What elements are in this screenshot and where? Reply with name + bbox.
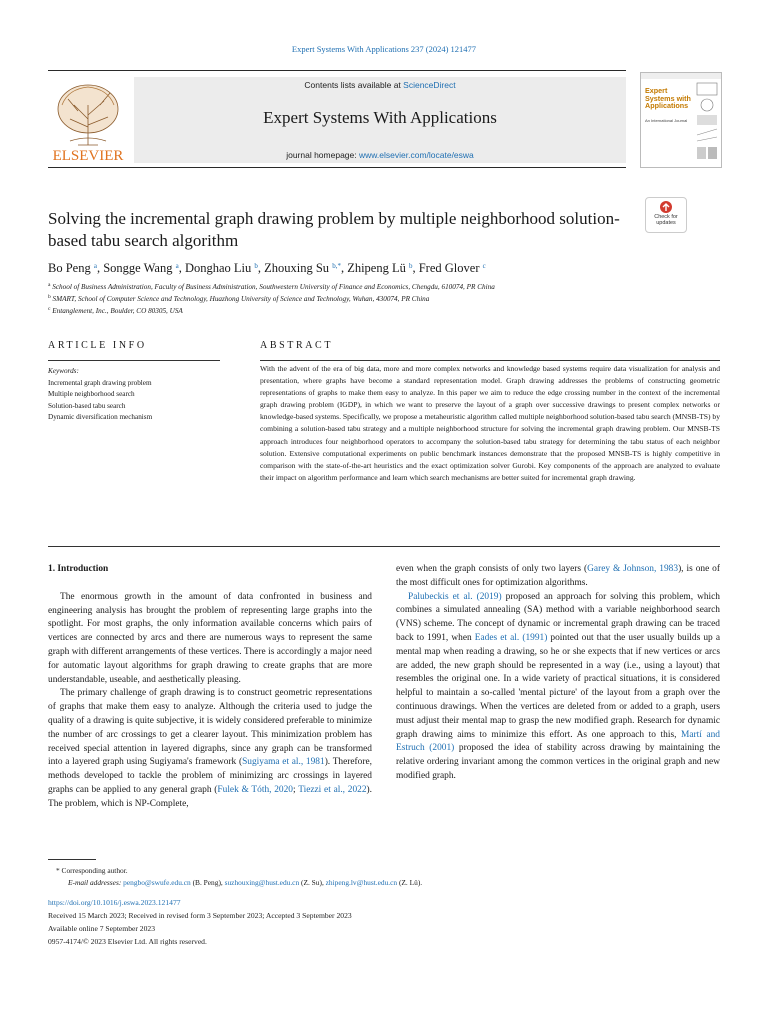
paragraph-text: even when the graph consists of only two layers ( [396, 564, 588, 574]
body-paragraph [48, 687, 372, 811]
corresponding-author-note: * Corresponding author. [56, 866, 128, 875]
email-owner: (B. Peng), [190, 878, 225, 887]
affiliation [48, 294, 728, 303]
elsevier-wordmark: ELSEVIER [52, 148, 124, 163]
author-name[interactable]: Zhipeng Lü [347, 261, 406, 275]
citation-link[interactable]: Martí and Estruch (2001) [396, 729, 720, 754]
paragraph-text: proposed an approach for solving this problem, which combines a simulated annealing (SA) method with a variable neighborhood search (VNS) scheme. The concept of dynamic or incremental graph drawing can be traced back to 1991, when [396, 591, 720, 643]
body-paragraph [396, 591, 720, 784]
cover-graphic-icon [695, 81, 719, 163]
citation-link[interactable]: Fulek & Tóth, 2020 [217, 784, 293, 795]
journal-name: Expert Systems With Applications [263, 108, 497, 127]
divider [260, 360, 720, 361]
email-owner: (Z. Su), [299, 878, 326, 887]
homepage-link[interactable]: www.elsevier.com/locate/eswa [358, 150, 474, 160]
check-for-updates-button[interactable] [645, 197, 687, 233]
citation-link[interactable]: Garey & Johnson, 1983 [587, 564, 679, 574]
divider [48, 546, 720, 547]
body-column-left [48, 563, 372, 812]
corresponding-text: Corresponding author. [61, 866, 128, 875]
body-paragraph: The enormous growth in the amount of data confronted in business and engineering analysis has brought the problem of representing large graphs into the spotlight. For most graphs, the only information available concerns which pairs of vertices are connected by arcs and there are numerous ways to represent the same graph with different arrangements of these vertices. There is accordingly a major need for automatic layout algorithms for graph drawing to create graphs that are more understandable, useable, and aesthetically pleasing. [48, 591, 372, 685]
email-label: E-mail addresses: [68, 878, 122, 887]
paragraph-text: ). The problem, which is NP-Complete, [48, 784, 372, 809]
article-info-heading: ARTICLE INFO [48, 340, 147, 351]
elsevier-logo[interactable] [48, 75, 128, 163]
affiliation [48, 282, 728, 291]
homepage-prefix: journal homepage: [286, 150, 359, 160]
affiliation-mark: b [48, 294, 51, 300]
homepage-line [134, 150, 626, 160]
tree-icon [58, 85, 118, 145]
abstract-heading: ABSTRACT [260, 340, 334, 351]
author-name[interactable]: Donghao Liu [184, 261, 252, 275]
available-online: Available online 7 September 2023 [48, 924, 155, 933]
keywords-block [48, 366, 248, 424]
author-affiliation-mark[interactable]: b [254, 262, 258, 270]
author-name[interactable]: Fred Glover [418, 261, 480, 275]
affiliation-mark: c [48, 306, 51, 312]
author-affiliation-mark[interactable]: b [408, 262, 413, 270]
doi-link[interactable]: https://doi.org/10.1016/j.eswa.2023.121477 [48, 898, 181, 907]
email-link[interactable]: suzhouxing@hust.edu.cn [224, 878, 300, 887]
email-link[interactable]: zhipeng.lv@hust.edu.cn [325, 878, 398, 887]
paragraph-text: pointed out that the user usually builds up a mental map when reading a drawing, so he or she expects that if new vertices or arcs are added, the new graph should be represented in a way (i.e., using a layout) that resembles the original one. In a wide variety of practical situations, it is considered helpful to maintain a so-called 'mental picture' of the layout from a graph over the continuous drawings. When the vertices are deleted from or added to a graph, users must adjust their mental map to grasp the new modified graph. Research for dynamic graph drawing aims to minimize this effort. As one approach to this, [396, 632, 720, 740]
cover-subtitle: An International Journal [645, 118, 688, 123]
received-dates: Received 15 March 2023; Received in revised form 3 September 2023; Accepted 3 September 2023 [48, 911, 352, 920]
author-affiliation-mark[interactable]: a [93, 262, 97, 270]
paragraph-text: proposed the idea of stability across drawing by maintaining the relative ordering invariant among the common vertices in the original graph and new modified graph. [396, 743, 720, 781]
author-affiliation-mark[interactable]: b,* [332, 262, 341, 270]
author-name[interactable]: Zhouxing Su [264, 261, 330, 275]
check-updates-icon [658, 200, 674, 214]
keyword-item: Incremental graph drawing problem [48, 378, 152, 387]
contents-prefix: Contents lists available at [304, 80, 404, 90]
citation-link[interactable]: Sugiyama et al., 1981 [242, 757, 325, 768]
author-list: Bo Peng $^a$, Songge Wang $^a$, Donghao Liu $^b$, Zhouxing Su $^{b,*}$, Zhipeng Lü $^b$, Fred Glover $^c$ [48, 261, 486, 275]
citation-link[interactable]: Palubeckis et al. (2019) [408, 591, 502, 602]
cover-title: Expert Systems with Applications [645, 86, 691, 111]
email-link[interactable]: pengbo@swufe.edu.cn [123, 878, 191, 887]
paragraph-text: ). Therefore, methods developed to tackle the problem of minimizing arc crossings in layered graphs can be applied to any general graph ( [48, 757, 372, 795]
author-affiliation-mark[interactable]: a [175, 262, 179, 270]
body-paragraph [396, 563, 720, 591]
email-addresses [68, 878, 422, 887]
abstract-text: With the advent of the era of big data, more and more complex networks and knowledge based systems require data visualization for analysis and presentation, where graphs have become a standard representation model. Graph drawing addresses the problems of constructing geometric representations of graphs to make them easy to analyze. In this paper we aim to reduce the edge crossing number in the context of the incremental graph drawing problem (IGDP), in which we want to preserve the layout of a graph over successive drawings to present complex networks or knowledge-based systems. Specifically, we propose a metaheuristic algorithm called multiple neighborhood solution-based tabu search (MNSB-TS) by combining a solution-based tabu strategy and a multiple neighborhood structure for solving the incremental graph drawing problem. Our MNSB-TS approach introduces four neighborhood operators to accompany the solution-based tabu strategy for determining the tabu status of each neighbor solution. Extensive computational experiments on public benchmark instances demonstrate that the proposed MNSB-TS is highly competitive in comparison with the state-of-the-art heuristics and the exact optimization solver Gurobi. Key components of the approach are analyzed to evaluate their impact on algorithm performance and learn which search mechanisms are better suited for incremental graph drawing. [260, 364, 720, 482]
divider [48, 360, 220, 361]
keyword-item: Dynamic diversification mechanism [48, 413, 153, 422]
check-updates-label: Check for updates [654, 214, 678, 226]
affiliation-text: SMART, School of Computer Science and Technology, Huazhong University of Science and Technology, Wuhan, 430074, PR China [52, 295, 430, 303]
keywords-heading: Keywords: [48, 367, 79, 375]
cover-top-bar [641, 73, 721, 79]
author-name[interactable]: Bo Peng [48, 261, 91, 275]
email-owner: (Z. Lü). [397, 878, 423, 887]
keyword-item: Solution-based tabu search [48, 401, 126, 410]
paper-title: Solving the incremental graph drawing problem by multiple neighborhood solution-based tabu search algorithm [48, 209, 620, 250]
author-name[interactable]: Songge Wang [103, 261, 173, 275]
journal-citation-link[interactable]: Expert Systems With Applications 237 (2024) 121477 [291, 44, 477, 54]
affiliation-mark: a [48, 282, 51, 288]
citation-link[interactable]: Tiezzi et al., 2022 [298, 784, 367, 795]
paragraph-text: The primary challenge of graph drawing is to construct geometric representations of graphs that make them easy to analyze. Although the criteria used to judge the quality of a drawing is quite subjective, it is widely considered preferable to minimize the number of arc crossings to get a clearer layout. This minimization problem has received special attention in layered digraphs, since any graph can be transformed into a layered graph using Sugiyama's framework ( [48, 688, 372, 768]
affiliation-text: School of Business Administration, Faculty of Business Administration, Southwestern University of Finance and Economics, Chengdu, 610074, PR China [52, 283, 495, 291]
contents-line [134, 80, 626, 90]
affiliation [48, 306, 728, 315]
citation-link[interactable]: Eades et al. (1991) [474, 632, 548, 643]
body-column-right [396, 563, 720, 784]
journal-banner [48, 70, 720, 168]
affiliation-text: Entanglement, Inc., Boulder, CO 80305, USA [52, 307, 183, 315]
issn-copyright: 0957-4174/© 2023 Elsevier Ltd. All rights reserved. [48, 937, 207, 946]
paragraph-text: ), is one of the most difficult ones for optimization algorithms. [396, 564, 720, 588]
author-affiliation-mark[interactable]: c [482, 262, 486, 270]
sciencedirect-link[interactable]: ScienceDirect [403, 80, 456, 90]
keyword-item: Multiple neighborhood search [48, 390, 135, 399]
paragraph-text: ; [292, 784, 299, 795]
section-heading: 1. Introduction [48, 564, 109, 574]
journal-cover-thumbnail[interactable] [640, 72, 722, 168]
footnote-divider [48, 859, 96, 860]
